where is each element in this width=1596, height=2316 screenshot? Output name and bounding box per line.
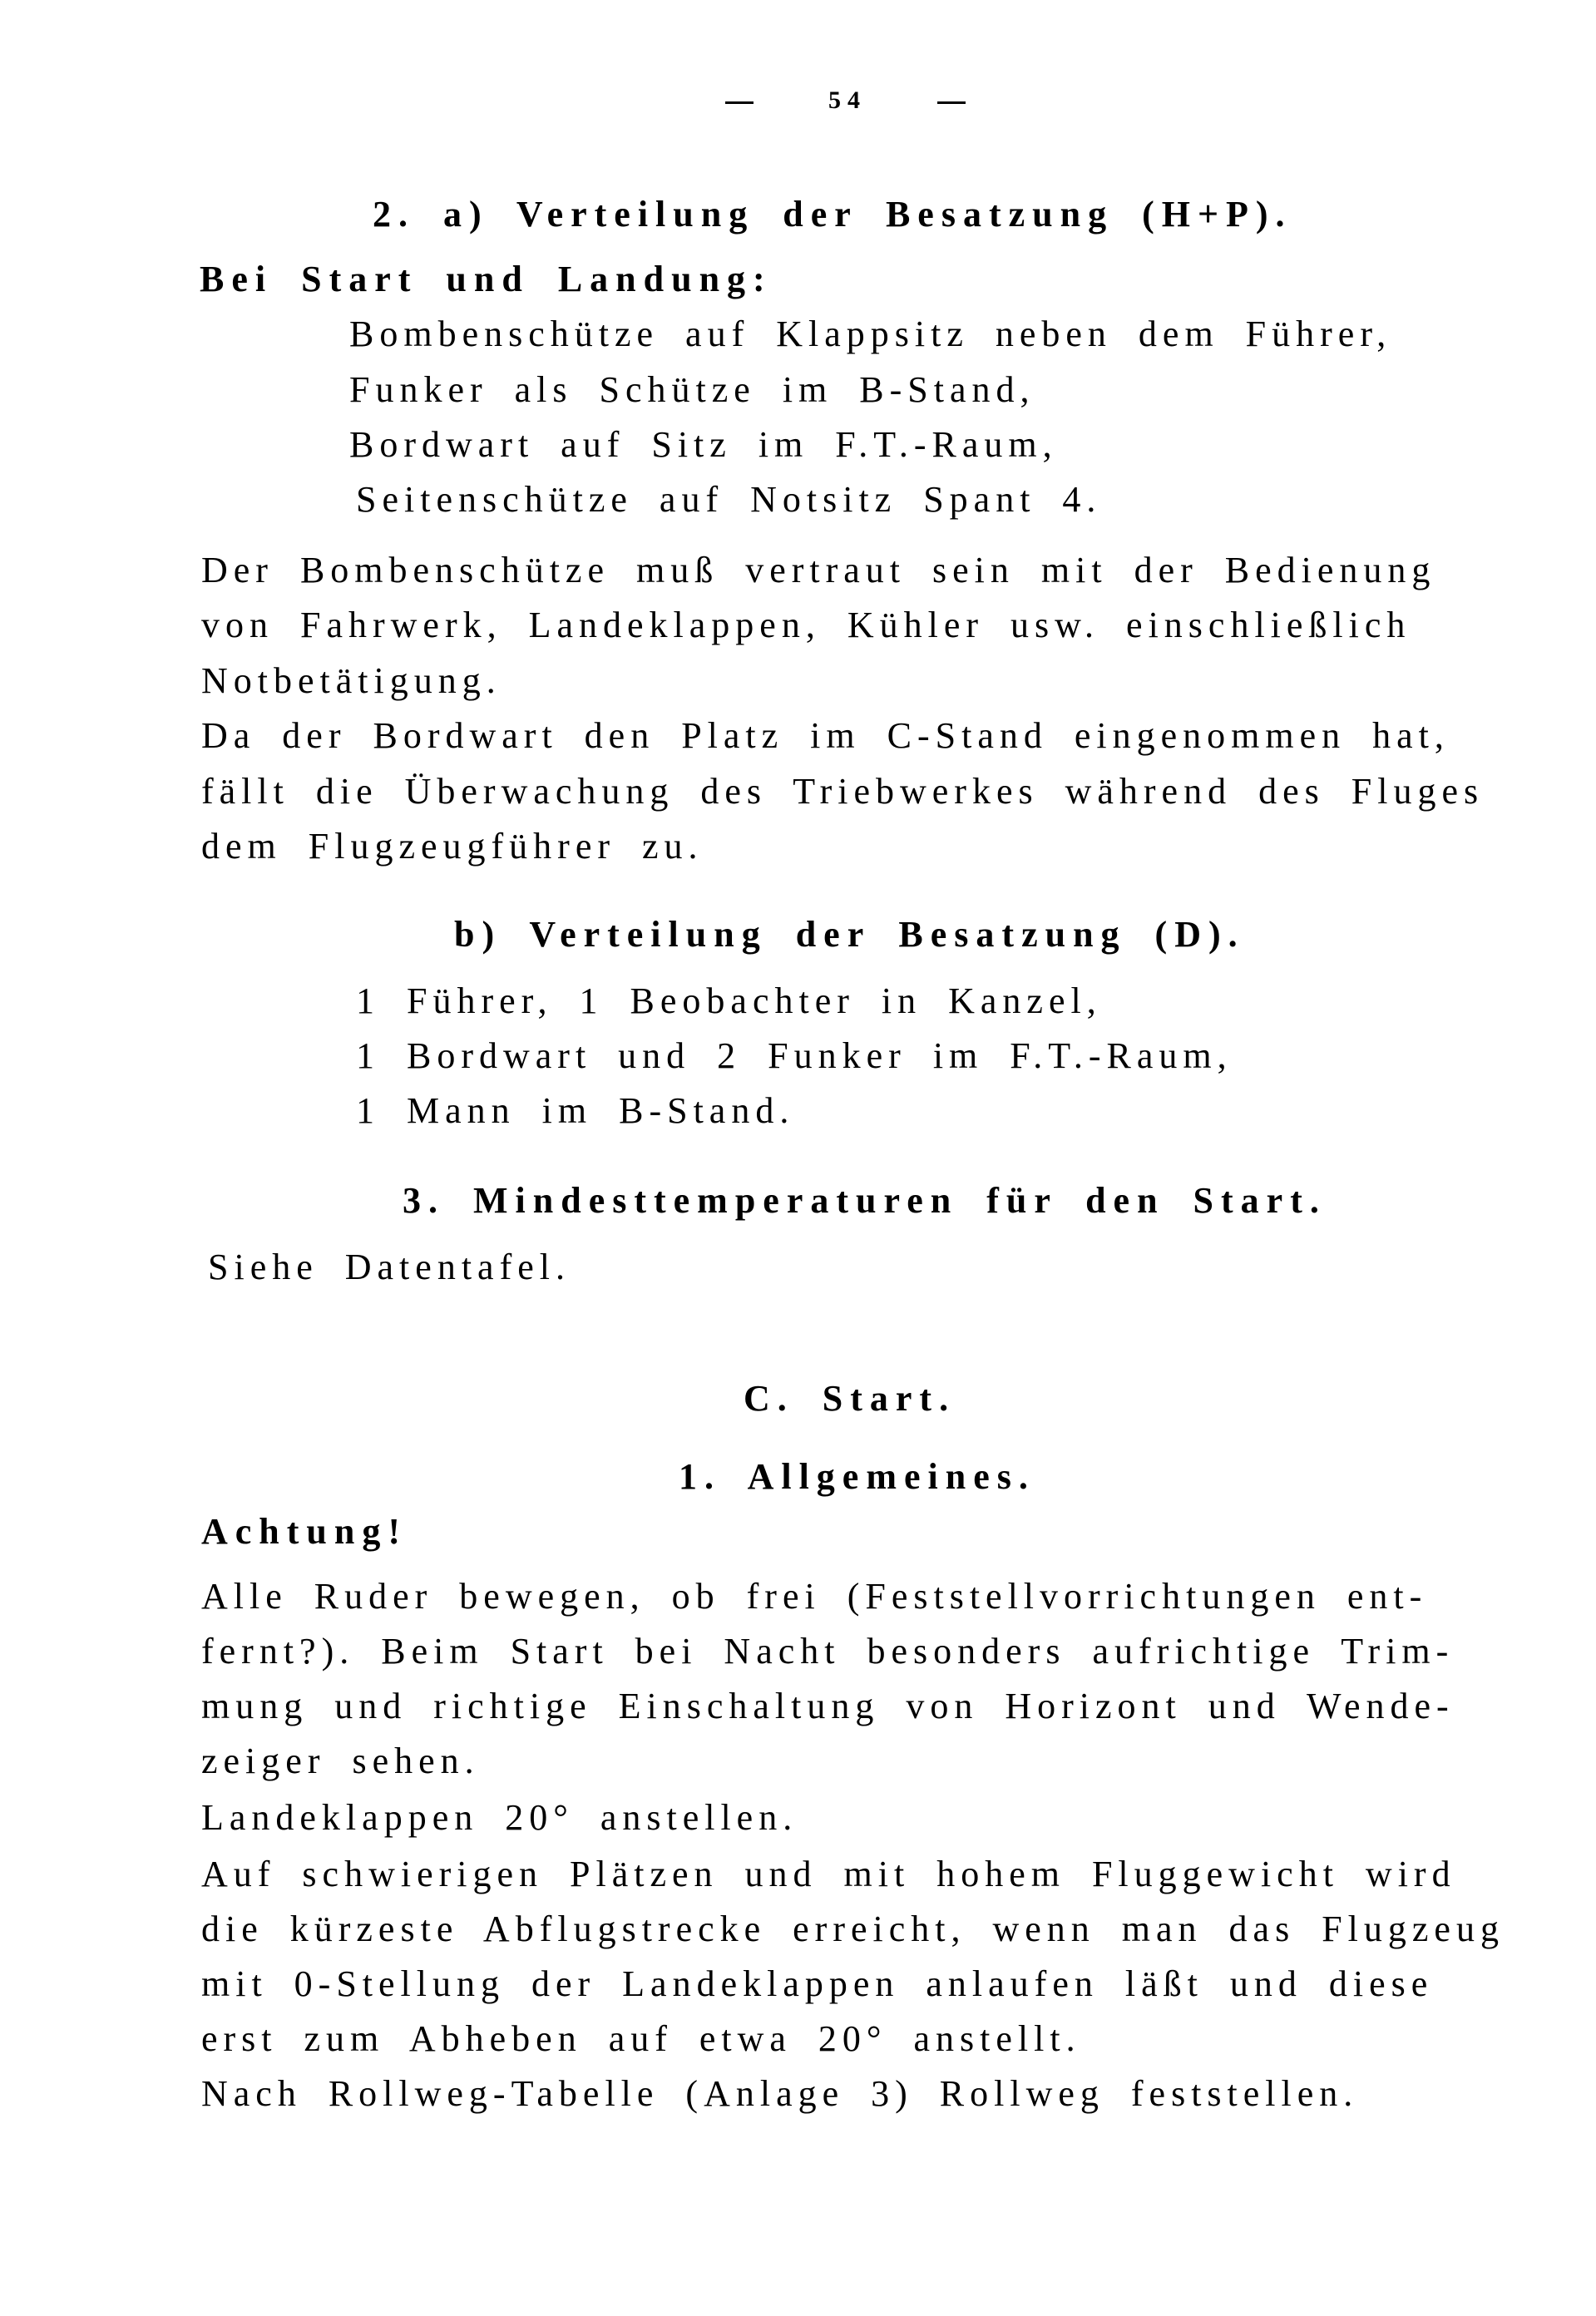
paragraph-line: von Fahrwerk, Landeklappen, Kühler usw. einschließlich bbox=[201, 605, 1411, 645]
crew-line: 1 Mann im B-Stand. bbox=[356, 1090, 795, 1131]
paragraph-line: dem Flugzeugführer zu. bbox=[201, 826, 704, 867]
paragraph-line: fällt die Überwachung des Triebwerkes während des Fluges bbox=[201, 771, 1485, 812]
heading-2b: b) Verteilung der Besatzung (D). bbox=[454, 914, 1245, 955]
header-dash-right bbox=[937, 101, 966, 104]
header-dash-left bbox=[725, 101, 754, 104]
paragraph-line: Siehe Datentafel. bbox=[208, 1247, 571, 1287]
crew-line: Bordwart auf Sitz im F.T.-Raum, bbox=[349, 424, 1058, 465]
crew-line: Bombenschütze auf Klappsitz neben dem Führer, bbox=[349, 314, 1392, 354]
heading-3: 3. Mindesttemperaturen für den Start. bbox=[403, 1180, 1327, 1221]
paragraph-line: fernt?). Beim Start bei Nacht besonders aufrichtige Trim- bbox=[201, 1631, 1455, 1672]
paragraph-line: Da der Bordwart den Platz im C-Stand eingenommen hat, bbox=[201, 715, 1450, 756]
heading-C: C. Start. bbox=[744, 1378, 956, 1419]
paragraph-line: Auf schwierigen Plätzen und mit hohem Fluggewicht wird bbox=[201, 1854, 1456, 1894]
crew-line: Funker als Schütze im B-Stand, bbox=[349, 369, 1035, 410]
crew-line: Seitenschütze auf Notsitz Spant 4. bbox=[356, 479, 1102, 520]
subheading-start-landung: Bei Start und Landung: bbox=[200, 259, 773, 299]
subheading-allgemeines: 1. Allgemeines. bbox=[679, 1456, 1035, 1497]
paragraph-line: zeiger sehen. bbox=[201, 1741, 480, 1781]
crew-line: 1 Führer, 1 Beobachter in Kanzel, bbox=[356, 980, 1102, 1021]
paragraph-line: Landeklappen 20° anstellen. bbox=[201, 1797, 798, 1838]
page-number: 54 bbox=[828, 86, 867, 114]
heading-2a: 2. a) Verteilung der Besatzung (H+P). bbox=[373, 194, 1292, 235]
warning-achtung: Achtung! bbox=[201, 1511, 408, 1552]
paragraph-line: Alle Ruder bewegen, ob frei (Feststellvorrichtungen ent- bbox=[201, 1576, 1428, 1617]
paragraph-line: Der Bombenschütze muß vertraut sein mit der Bedienung bbox=[201, 550, 1436, 590]
paragraph-line: Notbetätigung. bbox=[201, 660, 502, 701]
paragraph-line: mit 0-Stellung der Landeklappen anlaufen läßt und diese bbox=[201, 1963, 1434, 2004]
paragraph-line: Nach Rollweg-Tabelle (Anlage 3) Rollweg feststellen. bbox=[201, 2073, 1359, 2114]
paragraph-line: erst zum Abheben auf etwa 20° anstellt. bbox=[201, 2018, 1081, 2059]
paragraph-line: mung und richtige Einschaltung von Horizont und Wende- bbox=[201, 1686, 1455, 1726]
crew-line: 1 Bordwart und 2 Funker im F.T.-Raum, bbox=[356, 1035, 1233, 1076]
paragraph-line: die kürzeste Abflugstrecke erreicht, wenn man das Flugzeug bbox=[201, 1909, 1505, 1949]
